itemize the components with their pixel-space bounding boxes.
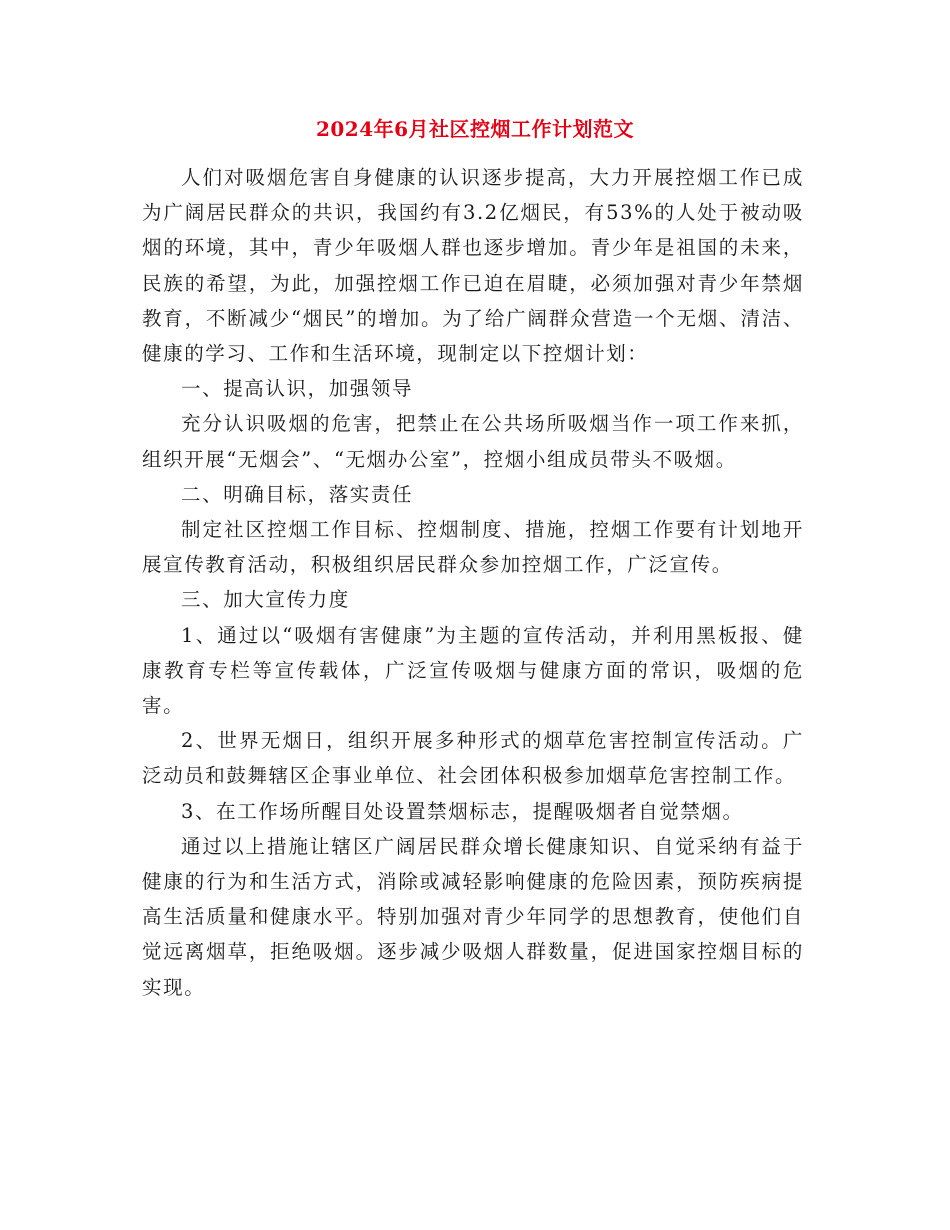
section-heading-3: 三、加大宣传力度 — [181, 588, 350, 612]
list-item-3: 3、在工作场所醒目处设置禁烟标志，提醒吸烟者自觉禁烟。 — [181, 799, 744, 823]
paragraph-section-1: 充分认识吸烟的危害，把禁止在公共场所吸烟当作一项工作来抓，组织开展“无烟会”、“无烟办公室”，控烟小组成员带头不吸烟。 — [142, 412, 804, 471]
list-item-1: 1、通过以“吸烟有害健康”为主题的宣传活动，并利用黑板报、健康教育专栏等宣传载体，广泛宣传吸烟与健康方面的常识，吸烟的危害。 — [142, 623, 804, 718]
paragraph-conclusion: 通过以上措施让辖区广阔居民群众增长健康知识、自觉采纳有益于健康的行为和生活方式，消除或减轻影响健康的危险因素，预防疾病提高生活质量和健康水平。特别加强对青少年同学的思想教育，使他们自觉远离烟草，拒绝吸烟。逐步减少吸烟人群数量，促进国家控烟目标的实现。 — [142, 834, 804, 999]
document-title: 2024年6月社区控烟工作计划范文 — [315, 117, 635, 141]
paragraph-section-2: 制定社区控烟工作目标、控烟制度、措施，控烟工作要有计划地开展宣传教育活动，积极组织居民群众参加控烟工作，广泛宣传。 — [142, 518, 804, 577]
document-body — [142, 160, 804, 1005]
section-heading-2: 二、明确目标，落实责任 — [181, 482, 414, 506]
list-item-2: 2、世界无烟日，组织开展多种形式的烟草危害控制宣传活动。广泛动员和鼓舞辖区企事业单位、社会团体积极参加烟草危害控制工作。 — [142, 729, 804, 788]
section-heading-1: 一、提高认识，加强领导 — [181, 377, 414, 401]
paragraph-intro: 人们对吸烟危害自身健康的认识逐步提高，大力开展控烟工作已成为广阔居民群众的共识，我国约有3.2亿烟民，有53%的人处于被动吸烟的环境，其中，青少年吸烟人群也逐步增加。青少年是祖国的未来，民族的希望，为此，加强控烟工作已迫在眉睫，必须加强对青少年禁烟教育，不断减少“烟民”的增加。为了给广阔群众营造一个无烟、清洁、健康的学习、工作和生活环境，现制定以下控烟计划： — [142, 166, 804, 366]
